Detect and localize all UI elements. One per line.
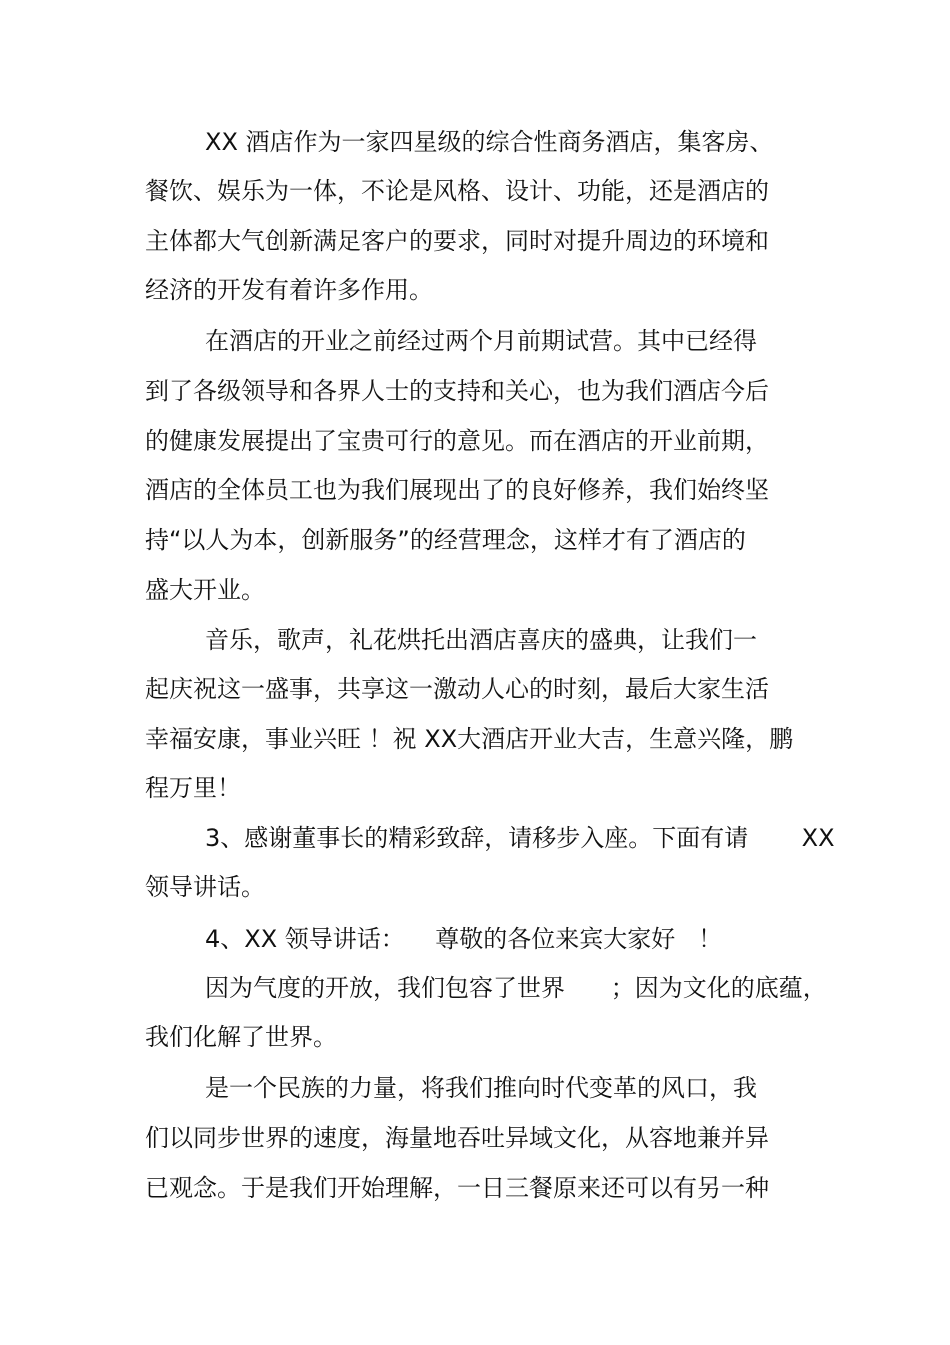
paragraph-6-line-2: 我们化解了世界。: [145, 1023, 337, 1051]
paragraph-2-line-4: 酒店的全体员工也为我们展现出了的良好修养，我们始终坚: [145, 476, 769, 504]
paragraph-4-line-2: 领导讲话。: [145, 873, 265, 901]
paragraph-1-line-2: 餐饮、娱乐为一体，不论是风格、设计、功能，还是酒店的: [145, 177, 769, 205]
paragraph-1-line-1: XX 酒店作为一家四星级的综合性商务酒店，集客房、: [205, 128, 774, 156]
paragraph-2-line-1: 在酒店的开业之前经过两个月前期试营。其中已经得: [205, 327, 757, 355]
paragraph-2-line-6: 盛大开业。: [145, 576, 265, 604]
paragraph-3-line-1: 音乐，歌声，礼花烘托出酒店喜庆的盛典，让我们一: [205, 626, 757, 654]
paragraph-6-line-1: 因为气度的开放，我们包容了世界 ；因为文化的底蕴，: [205, 974, 827, 1002]
paragraph-1-line-3: 主体都大气创新满足客户的要求，同时对提升周边的环境和: [145, 227, 769, 255]
paragraph-2-line-5: 持“以人为本，创新服务”的经营理念，这样才有了酒店的: [145, 526, 746, 554]
paragraph-3-line-3: 幸福安康，事业兴旺 ！祝 XX大酒店开业大吉，生意兴隆，鹏: [145, 725, 794, 753]
paragraph-2-line-2: 到了各级领导和各界人士的支持和关心，也为我们酒店今后: [145, 377, 769, 405]
paragraph-5-line-1: 4、XX 领导讲话： 尊敬的各位来宾大家好 ！: [205, 925, 723, 953]
paragraph-4-line-1: 3、感谢董事长的精彩致辞，请移步入座。下面有请 XX: [205, 824, 835, 852]
paragraph-2-line-3: 的健康发展提出了宝贵可行的意见。而在酒店的开业前期，: [145, 427, 769, 455]
paragraph-7-line-3: 已观念。于是我们开始理解，一日三餐原来还可以有另一种: [145, 1174, 769, 1202]
paragraph-7-line-1: 是一个民族的力量，将我们推向时代变革的风口，我: [205, 1074, 757, 1102]
paragraph-7-line-2: 们以同步世界的速度，海量地吞吐异域文化，从容地兼并异: [145, 1124, 769, 1152]
paragraph-3-line-2: 起庆祝这一盛事，共享这一激动人心的时刻，最后大家生活: [145, 675, 769, 703]
paragraph-3-line-4: 程万里！: [145, 774, 241, 802]
paragraph-1-line-4: 经济的开发有着许多作用。: [145, 276, 433, 304]
